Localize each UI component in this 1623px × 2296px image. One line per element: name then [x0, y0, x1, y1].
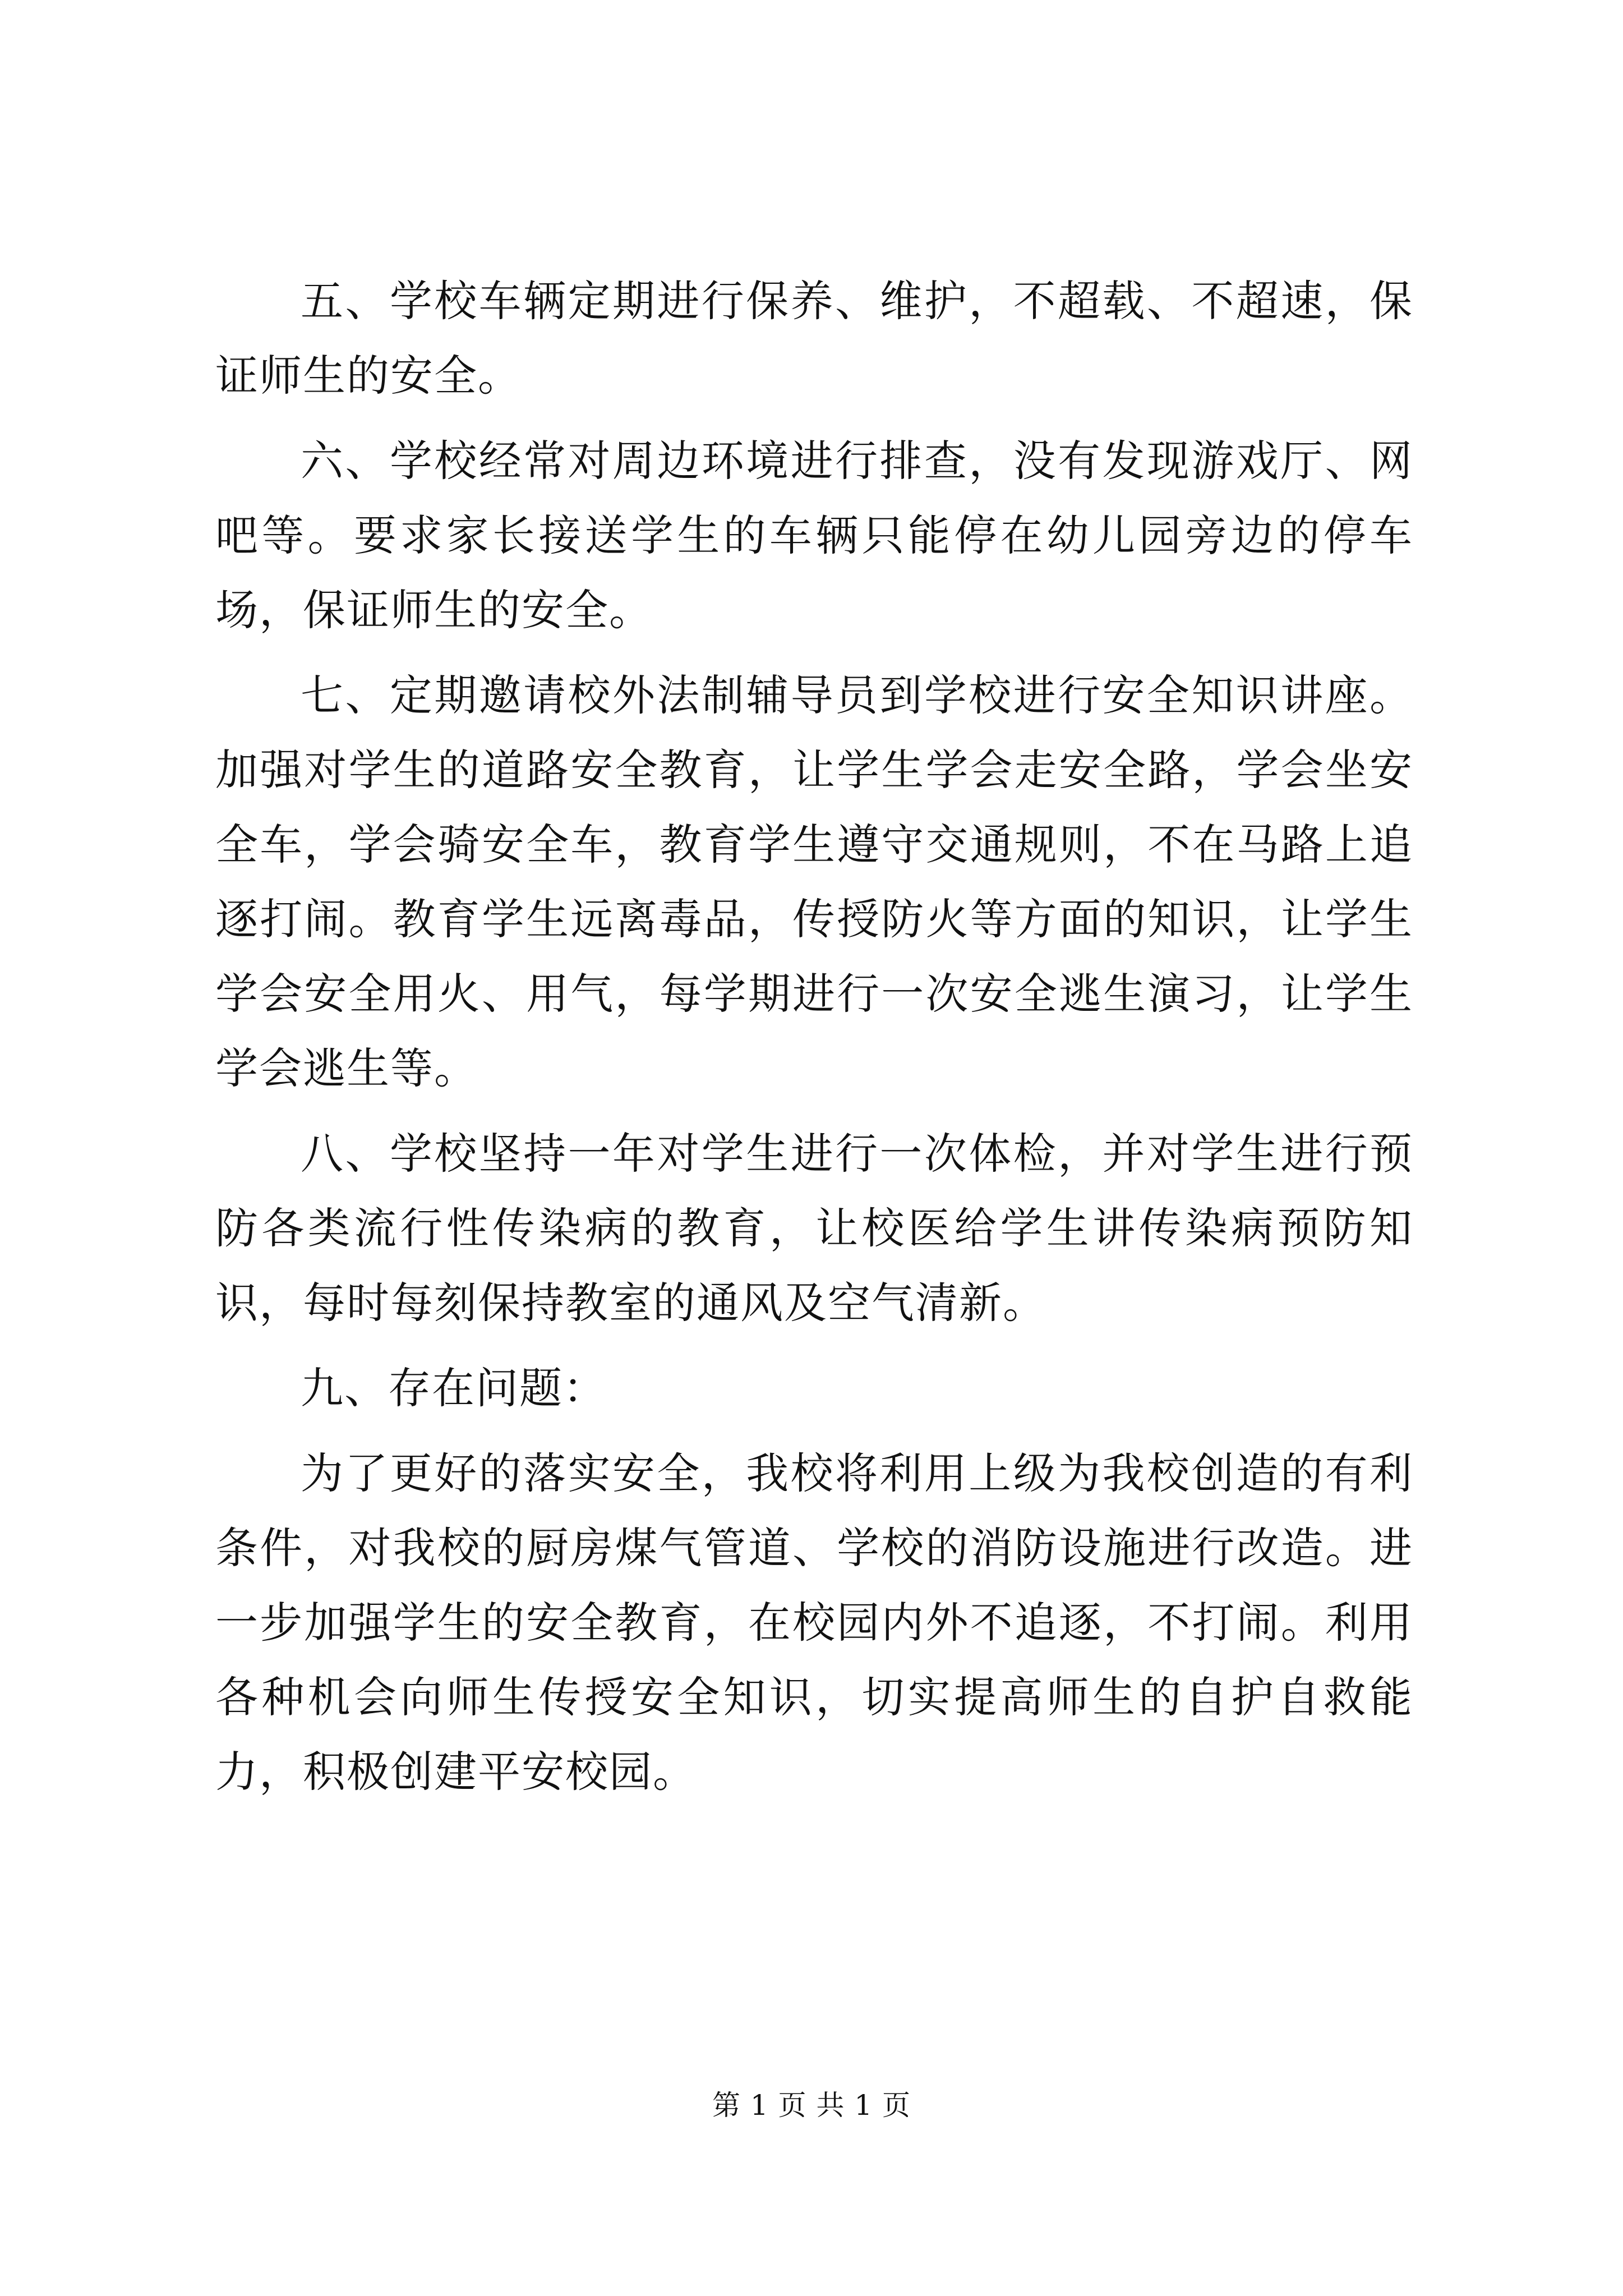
page-number-footer: 第 1 页 共 1 页 [712, 2089, 911, 2122]
paragraph-improvement-plan: 为了更好的落实安全，我校将利用上级为我校创造的有利条件，对我校的厨房煤气管道、学校的消防设施进行改造。进一步加强学生的安全教育，在校园内外不追逐，不打闹。利用各种机会向师生传授安全知识，切实提高师生的自护自救能力，积极创建平安校园。 [215, 1448, 1413, 1797]
paragraph-health-check: 八、学校坚持一年对学生进行一次体检，并对学生进行预防各类流行性传染病的教育，让校医给学生讲传染病预防知识，每时每刻保持教室的通风及空气清新。 [215, 1129, 1413, 1328]
paragraph-safety-lectures: 七、定期邀请校外法制辅导员到学校进行安全知识讲座。加强对学生的道路安全教育，让学生学会走安全路，学会坐安全车，学会骑安全车，教育学生遵守交通规则，不在马路上追逐打闹。教育学生远离毒品，传授防火等方面的知识，让学生学会安全用火、用气，每学期进行一次安全逃生演习，让学生学会逃生等。 [215, 670, 1413, 1093]
document-body [215, 264, 1413, 1820]
paragraph-vehicle-maintenance: 五、学校车辆定期进行保养、维护，不超载、不超速，保证师生的安全。 [215, 276, 1413, 401]
paragraph-problems-heading: 九、存在问题： [301, 1363, 607, 1413]
paragraph-surroundings-check: 六、学校经常对周边环境进行排查，没有发现游戏厅、网吧等。要求家长接送学生的车辆只能停在幼儿园旁边的停车场，保证师生的安全。 [215, 436, 1413, 635]
